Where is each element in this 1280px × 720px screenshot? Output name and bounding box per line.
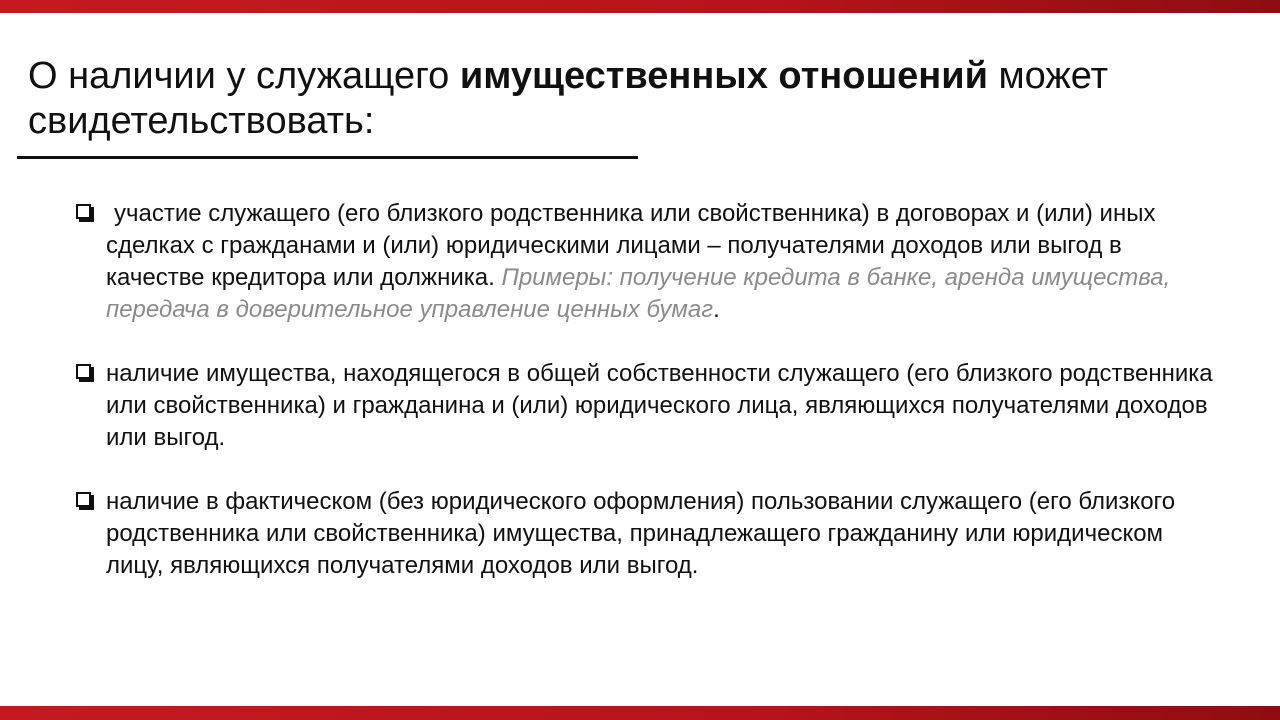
title-part-2: может свидетельствовать: [28, 55, 1109, 142]
title-emphasis: имущественных отношений [459, 55, 988, 97]
bottom-accent-band [0, 706, 1280, 720]
item-text: наличие в фактическом (без юридического оформления) пользовании служащего (его близкого родственника или свойственника) имущества, принадлежащего гражданину или юридическом лицу, являющихся получателями доходов или выгод. [106, 488, 1176, 579]
item-text: участие служащего (его близкого родственника или свойственника) в договорах и (или) иных сделках с гражданами и (или) юридическими лицами – получателями доходов или выгод в качестве кредитора или должника. [106, 200, 1156, 291]
item-text: наличие имущества, находящегося в общей собственности служащего (его близкого родственника или свойственника) и гражданина и (или) юридического лица, являющихся получателями доходов или выгод. [106, 360, 1213, 451]
example-text: Примеры: получение кредита в банке, аренда имущества, передача в доверительное управление ценных бумаг [106, 264, 1171, 323]
item-tail: . [713, 296, 720, 323]
title-underline [17, 156, 638, 159]
top-accent-band [0, 0, 1280, 13]
bullet-list [76, 198, 1216, 614]
title-part-1: О наличии у служащего [28, 55, 460, 97]
list-item [76, 358, 1216, 454]
list-item [76, 198, 1216, 326]
checkbox-bullet-icon [76, 364, 91, 379]
slide-title [28, 54, 1258, 144]
checkbox-bullet-icon [76, 204, 91, 219]
checkbox-bullet-icon [76, 492, 91, 507]
list-item [76, 486, 1216, 582]
